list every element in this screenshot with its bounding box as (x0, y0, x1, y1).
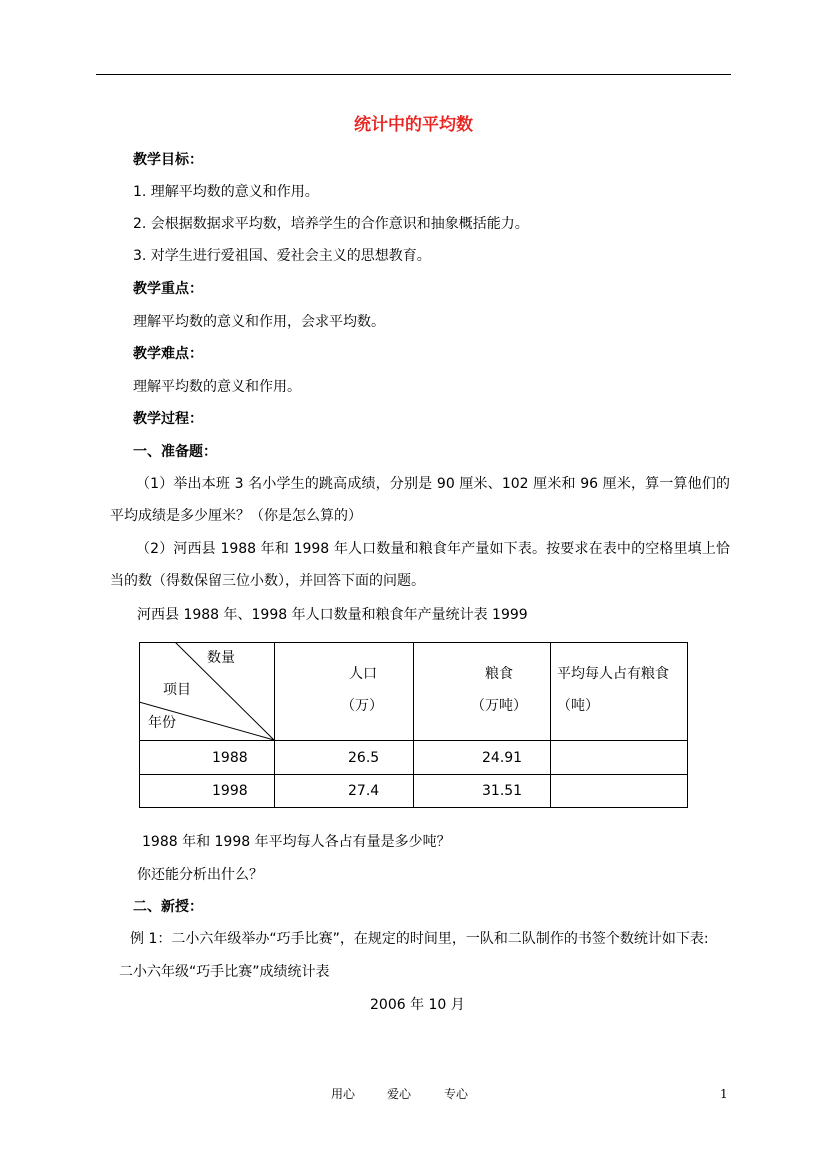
cell-population: 26.5 (348, 750, 380, 766)
process-heading: 教学过程： (133, 411, 203, 427)
example-table-caption: 二小六年级“巧手比赛”成绩统计表 (119, 964, 330, 980)
footer-motto-1: 用心 (331, 1087, 356, 1101)
corner-label-item: 项目 (163, 682, 191, 698)
section1-heading: 一、准备题： (133, 444, 217, 460)
question-2: （2）河西县 1988 年和 1998 年人口数量和粮食年产量如下表。按要求在表中的空格里填上恰当的数（得数保留三位小数），并回答下面的问题。 (110, 541, 730, 589)
header-average: 平均每人占有粮食 (557, 666, 669, 682)
example-date: 2006 年 10 月 (370, 997, 465, 1013)
cell-year: 1998 (212, 783, 248, 799)
question-more: 你还能分析出什么？ (137, 867, 263, 883)
header-grain: 粮食 (485, 666, 513, 682)
header-rule (96, 74, 731, 75)
footer-motto-2: 爱心 (387, 1087, 412, 1101)
difficulty-text: 理解平均数的意义和作用。 (133, 379, 301, 395)
header-population: 人口 (349, 666, 377, 682)
header-grain-unit: （万吨） (471, 698, 527, 714)
objectives-heading: 教学目标： (133, 152, 203, 168)
cell-grain: 24.91 (482, 750, 523, 766)
page-number: 1 (720, 1087, 728, 1101)
header-average-unit: （吨） (557, 698, 599, 714)
table-caption: 河西县 1988 年、1998 年人口数量和粮食年产量统计表 1999 (137, 607, 528, 623)
key-text: 理解平均数的意义和作用，会求平均数。 (133, 314, 385, 330)
footer-motto-3: 专心 (444, 1087, 469, 1101)
question-1: （1）举出本班 3 名小学生的跳高成绩，分别是 90 厘米、102 厘米和 96 厘米，算一算他们的平均成绩是多少厘米？（你是怎么算的） (110, 476, 730, 524)
section2-heading: 二、新授： (133, 899, 203, 915)
population-grain-table (139, 642, 688, 808)
objective-item: 2. 会根据数据求平均数，培养学生的合作意识和抽象概括能力。 (133, 216, 529, 232)
cell-grain: 31.51 (482, 783, 523, 799)
document-title: 统计中的平均数 (354, 115, 473, 135)
key-heading: 教学重点： (133, 281, 203, 297)
cell-year: 1988 (212, 750, 248, 766)
table-border (413, 642, 414, 808)
cell-population: 27.4 (348, 783, 380, 799)
table-border (550, 642, 551, 808)
question-after-table: 1988 年和 1998 年平均每人各占有量是多少吨？ (142, 834, 451, 850)
corner-label-quantity: 数量 (207, 650, 235, 666)
objective-item: 1. 理解平均数的意义和作用。 (133, 184, 319, 200)
difficulty-heading: 教学难点： (133, 346, 203, 362)
example-1: 例 1：二小六年级举办“巧手比赛”，在规定的时间里，一队和二队制作的书签个数统计如下表: (130, 931, 709, 947)
corner-label-year: 年份 (148, 715, 176, 731)
header-population-unit: （万） (341, 698, 383, 714)
objective-item: 3. 对学生进行爱祖国、爱社会主义的思想教育。 (133, 248, 431, 264)
table-border (687, 642, 688, 808)
